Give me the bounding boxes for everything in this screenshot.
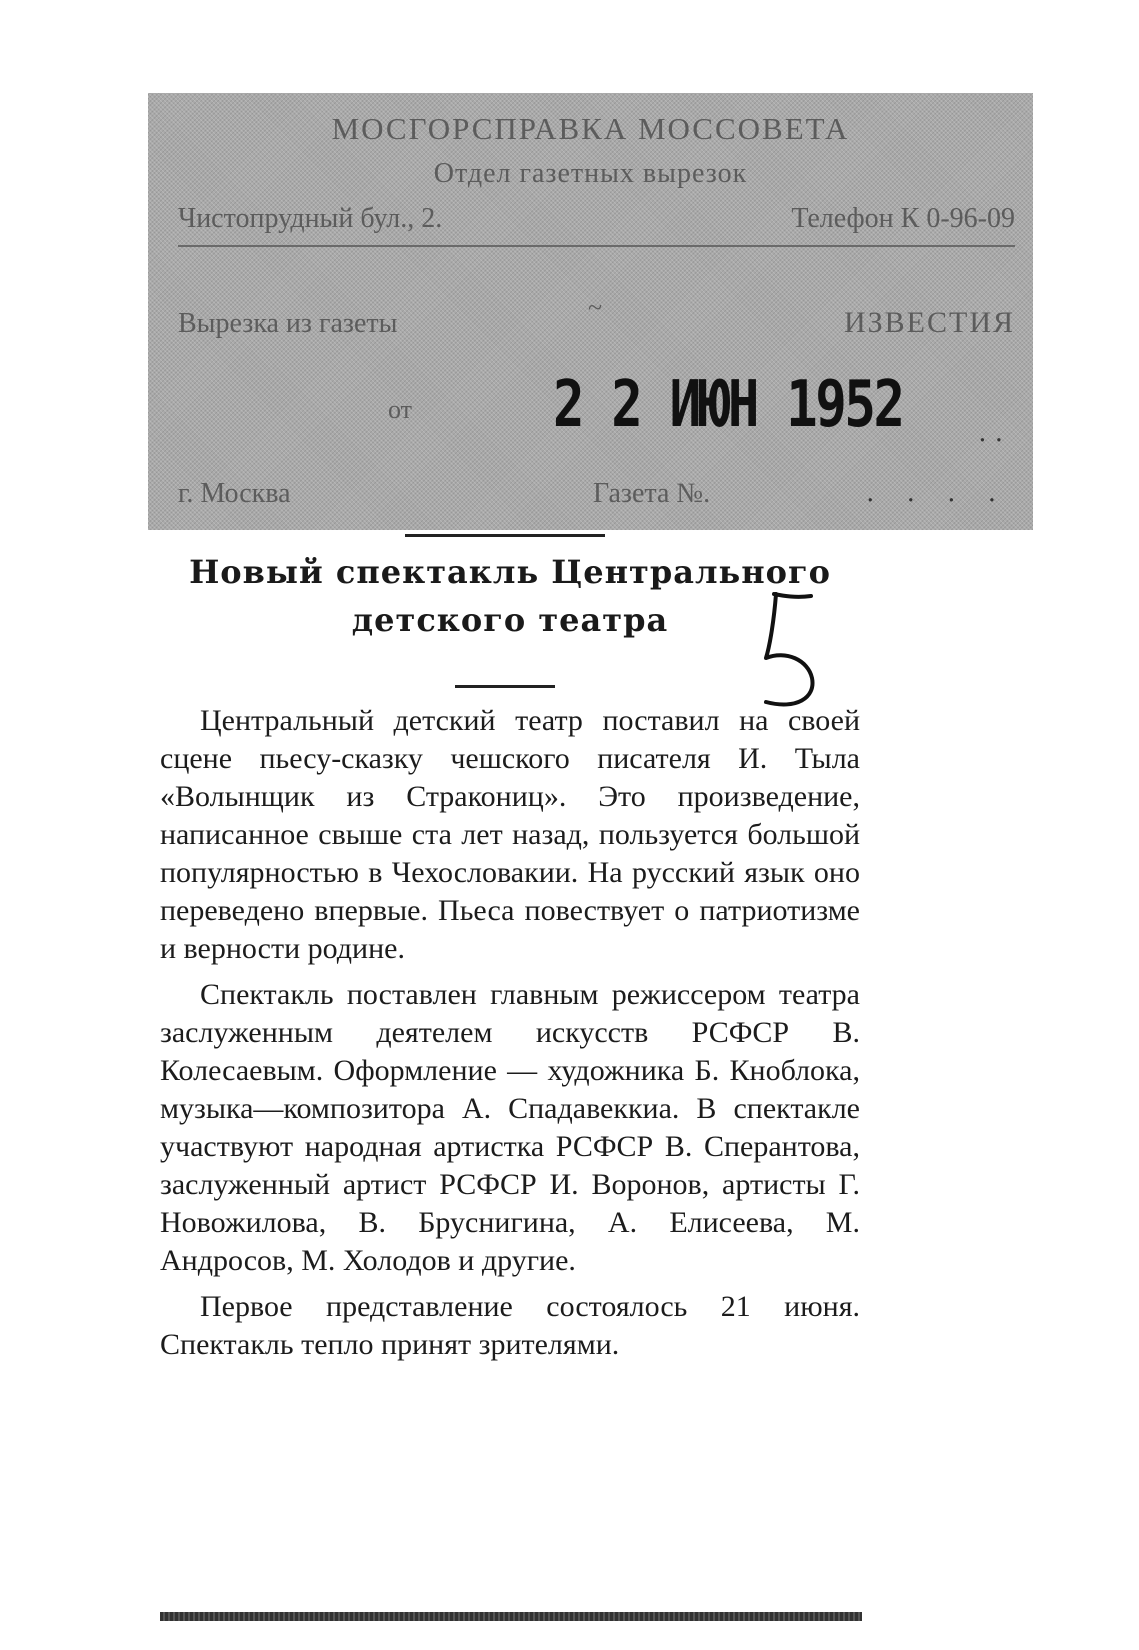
phone-number: Телефон К 0-96-09 xyxy=(791,203,1015,234)
address: Чистопрудный бул., 2. xyxy=(178,203,443,234)
source-label: Вырезка из газеты xyxy=(178,308,398,339)
handwritten-mark xyxy=(756,590,826,715)
article-body xyxy=(160,702,860,1372)
date-prefix: от xyxy=(388,395,413,424)
article-end-rule xyxy=(160,1612,862,1621)
city: г. Москва xyxy=(178,478,291,509)
article-title: Новый спектакль Центрального детского театра xyxy=(189,553,831,639)
article-paragraph-1: Центральный детский театр поставил на своей сцене пьесу-сказку чешского писателя И. Тыла «Волынщик из Стракониц». Это произведение, написанное свыше ста лет назад, пользуется большой популярностью в Чехословакии. На русский язык оно переведено впервые. Пьеса повествует о патриотизме и верности родине. xyxy=(160,704,860,965)
article-paragraph-3: Первое представление состоялось 21 июня. Спектакль тепло принят зрителями. xyxy=(160,1290,860,1361)
newspaper-name: ИЗВЕСТИЯ xyxy=(843,306,1015,339)
article-paragraph-2: Спектакль поставлен главным режиссером театра заслуженным деятелем искусств РСФСР В. Колесаевым. Оформление — художника Б. Кноблока, музыка—композитора А. Спадавеккиа. В спектакле участвуют народная артистка РСФСР В. Сперантова, заслуженный артист РСФСР И. Воронов, артисты Г. Новожилова, В. Бруснигина, А. Елисеева, М. Андросов, М. Холодов и другие. xyxy=(160,978,860,1277)
header-divider xyxy=(178,245,1015,247)
title-top-rule xyxy=(405,534,605,537)
source-dash: ~ xyxy=(588,293,603,322)
organization-name: МОСГОРСПРАВКА МОССОВЕТА xyxy=(331,111,850,146)
issue-label: Газета №. xyxy=(593,478,711,509)
date-stamp: 2 2 ИЮН 1952 xyxy=(553,368,903,442)
title-bottom-rule xyxy=(455,685,555,688)
issue-dots: . . . . xyxy=(866,478,1008,508)
clipping-service-header xyxy=(148,93,1033,530)
date-dots: . . xyxy=(978,418,1003,448)
department-name: Отдел газетных вырезок xyxy=(433,158,748,189)
